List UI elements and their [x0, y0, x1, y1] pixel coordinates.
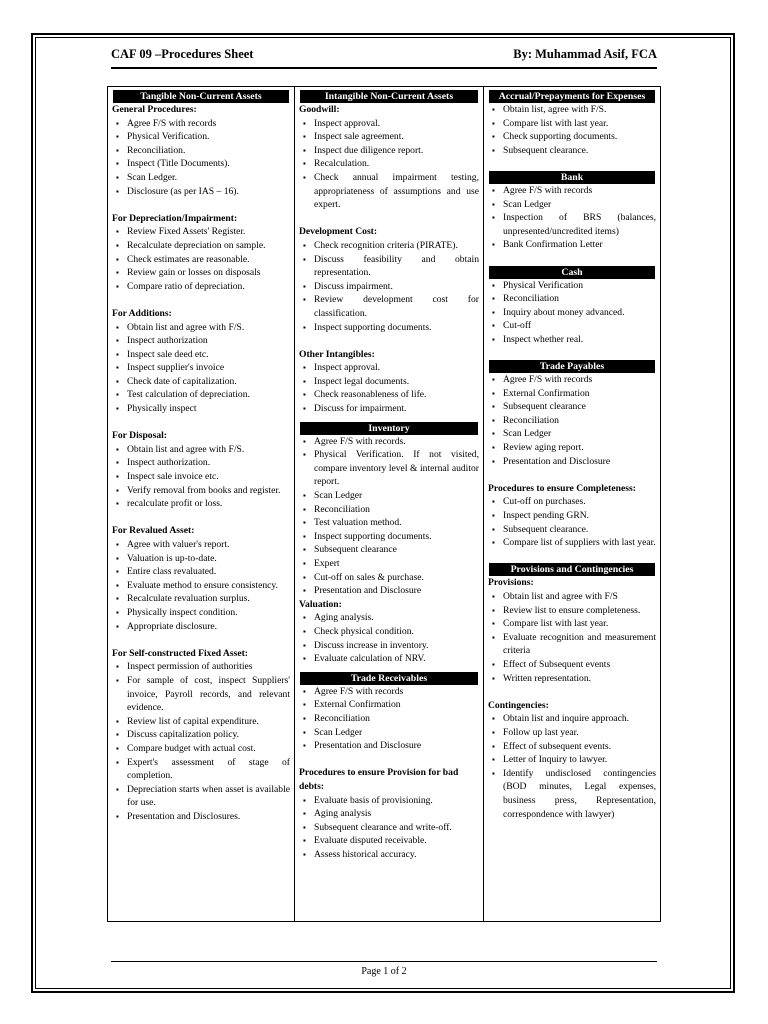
list-item: ▪ recalculate profit or loss. [127, 497, 290, 511]
bank-list [488, 184, 656, 252]
list-item: ▪ Inquiry about money advanced. [503, 306, 656, 320]
section-heading: For Additions: [112, 307, 172, 319]
provisions-list [488, 590, 656, 685]
list-item: ▪ Inspect sale deed etc. [127, 348, 290, 362]
page-number: Page 1 of 2 [361, 966, 407, 977]
list-item: ▪ Inspect (Title Documents). [127, 157, 290, 171]
list-item: ▪ Compare list with last year. [503, 117, 656, 131]
section-heading: For Self-constructed Fixed Asset: [112, 647, 248, 659]
list-item: ▪ Evaluate recognition and measurement criteria [503, 631, 656, 658]
list-item: ▪ Check estimates are reasonable. [127, 253, 290, 267]
list-item: ▪ Inspection of BRS (balances, unpresented/uncredited items) [503, 211, 656, 238]
list-item: ▪ Valuation is up-to-date. [127, 552, 290, 566]
footer-divider [111, 961, 657, 962]
list-item: ▪ Scan Ledger [503, 198, 656, 212]
list-item: ▪ Review development cost for classification. [314, 293, 479, 320]
list-item: ▪ Presentation and Disclosures. [127, 810, 290, 824]
list-item: ▪ Reconciliation [314, 712, 479, 726]
list-item: ▪ Inspect sale invoice etc. [127, 470, 290, 484]
list-item: ▪ Inspect pending GRN. [503, 509, 656, 523]
list-item: ▪ Evaluate basis of provisioning. [314, 794, 479, 808]
list-item: ▪ Entire class revaluated. [127, 565, 290, 579]
header-divider [111, 67, 657, 69]
list-item: ▪ Aging analysis [314, 807, 479, 821]
receivables-list [299, 685, 479, 753]
list-item: ▪ Aging analysis. [314, 611, 479, 625]
list-item: ▪ Evaluate disputed receivable. [314, 834, 479, 848]
list-item: ▪ External Confirmation [503, 387, 656, 401]
list-item: ▪ Subsequent clearance. [503, 523, 656, 537]
list-item: ▪ Compare ratio of depreciation. [127, 280, 290, 294]
list-item: ▪ Obtain list, agree with F/S. [503, 103, 656, 117]
procedure-list [112, 321, 290, 416]
list-item: ▪ Letter of Inquiry to lawyer. [503, 753, 656, 767]
list-item: ▪ Scan Ledger [314, 726, 479, 740]
list-item: ▪ Identify undisclosed contingencies (BOD minutes, Legal expenses, business press, Representation, correspondence with lawyer) [503, 767, 656, 821]
column-tangible-assets [108, 87, 295, 921]
list-item: ▪ Obtain list and inquire approach. [503, 712, 656, 726]
section-title-intangible: Intangible Non-Current Assets [300, 90, 478, 103]
section-title-inventory: Inventory [300, 422, 478, 435]
list-item: ▪ Presentation and Disclosure [314, 584, 479, 598]
list-item: ▪ For sample of cost, inspect Suppliers' invoice, Payroll records, and relevant evidence. [127, 674, 290, 715]
list-item: ▪ Review aging report. [503, 441, 656, 455]
section-title-receivables: Trade Receivables [300, 672, 478, 685]
section-heading: For Depreciation/Impairment: [112, 212, 238, 224]
procedure-list [112, 225, 290, 293]
valuation-list [299, 611, 479, 665]
list-item: ▪ Follow up last year. [503, 726, 656, 740]
list-item: ▪ Compare budget with actual cost. [127, 742, 290, 756]
section-title-accrual: Accrual/Prepayments for Expenses [489, 90, 655, 103]
list-item: ▪ Agree F/S with records. [314, 435, 479, 449]
section-heading: For Disposal: [112, 430, 167, 442]
section-heading: General Procedures: [112, 104, 197, 115]
list-item: ▪ Presentation and Disclosure [503, 455, 656, 469]
procedure-list [299, 361, 479, 415]
section-title-provisions: Provisions and Contingencies [489, 563, 655, 576]
list-item: ▪ Compare list of suppliers with last year. [503, 536, 656, 550]
list-item: ▪ Inspect permission of authorities [127, 660, 290, 674]
section-title-cash: Cash [489, 266, 655, 279]
list-item: ▪ Inspect approval. [314, 117, 479, 131]
list-item: ▪ Written representation. [503, 672, 656, 686]
valuation-heading: Valuation: [299, 598, 342, 610]
section-heading: Goodwill: [299, 104, 340, 115]
section-title-tangible: Tangible Non-Current Assets [113, 90, 289, 103]
list-item: ▪ Physically inspect [127, 402, 290, 416]
completeness-list [488, 495, 656, 549]
list-item: ▪ Physically inspect condition. [127, 606, 290, 620]
list-item: ▪ Cut-off [503, 319, 656, 333]
list-item: ▪ Discuss for impairment. [314, 402, 479, 416]
completeness-heading: Procedures to ensure Completeness: [488, 482, 636, 494]
cash-list [488, 279, 656, 347]
list-item: ▪ Reconciliation [503, 414, 656, 428]
list-item: ▪ Scan Ledger [503, 427, 656, 441]
list-item: ▪ Subsequent clearance [503, 400, 656, 414]
list-item: ▪ Verify removal from books and register. [127, 484, 290, 498]
list-item: ▪ Discuss impairment. [314, 280, 479, 294]
list-item: ▪ Inspect authorization. [127, 456, 290, 470]
page-header [111, 45, 657, 65]
list-item: ▪ Expert's assessment of stage of completion. [127, 756, 290, 783]
list-item: ▪ Recalculation. [314, 157, 479, 171]
list-item: ▪ Check supporting documents. [503, 130, 656, 144]
procedure-list [299, 117, 479, 212]
section-title-payables: Trade Payables [489, 360, 655, 373]
list-item: ▪ Subsequent clearance [314, 543, 479, 557]
section-heading: Development Cost: [299, 226, 378, 238]
column-intangible-inventory [295, 87, 484, 921]
list-item: ▪ Check date of capitalization. [127, 375, 290, 389]
tangible-sections [112, 103, 290, 823]
list-item: ▪ Inspect whether real. [503, 333, 656, 347]
list-item: ▪ Discuss capitalization policy. [127, 728, 290, 742]
list-item: ▪ Disclosure (as per IAS – 16). [127, 185, 290, 199]
payables-list [488, 373, 656, 468]
list-item: ▪ Recalculate depreciation on sample. [127, 239, 290, 253]
list-item: ▪ Presentation and Disclosure [314, 739, 479, 753]
list-item: ▪ Reconciliation [503, 292, 656, 306]
list-item: ▪ Agree F/S with records [127, 117, 290, 131]
procedure-list [112, 117, 290, 199]
list-item: ▪ Cut-off on purchases. [503, 495, 656, 509]
list-item: ▪ Discuss increase in inventory. [314, 639, 479, 653]
baddebts-list [299, 794, 479, 862]
column-other-items [484, 87, 660, 921]
intangible-sections [299, 103, 479, 416]
list-item: ▪ Test calculation of depreciation. [127, 388, 290, 402]
accrual-list [488, 103, 656, 157]
list-item: ▪ Recalculate revaluation surplus. [127, 592, 290, 606]
section-heading: Other Intangibles: [299, 348, 375, 360]
list-item: ▪ Scan Ledger [314, 489, 479, 503]
list-item: ▪ Review list to ensure completeness. [503, 604, 656, 618]
procedure-list [112, 538, 290, 633]
list-item: ▪ Subsequent clearance and write-off. [314, 821, 479, 835]
list-item: ▪ Inspect legal documents. [314, 375, 479, 389]
list-item: ▪ Check recognition criteria (PIRATE). [314, 239, 479, 253]
list-item: ▪ Physical Verification. [127, 130, 290, 144]
inventory-list [299, 435, 479, 598]
list-item: ▪ Depreciation starts when asset is available for use. [127, 783, 290, 810]
list-item: ▪ Cut-off on sales & purchase. [314, 571, 479, 585]
list-item: ▪ Agree F/S with records [503, 184, 656, 198]
contingencies-heading: Contingencies: [488, 699, 549, 711]
list-item: ▪ Expert [314, 557, 479, 571]
procedure-list [299, 239, 479, 334]
list-item: ▪ Inspect sale agreement. [314, 130, 479, 144]
list-item: ▪ Effect of subsequent events. [503, 740, 656, 754]
list-item: ▪ Compare list with last year. [503, 617, 656, 631]
list-item: ▪ Reconciliation [314, 503, 479, 517]
section-title-bank: Bank [489, 171, 655, 184]
list-item: ▪ Evaluate method to ensure consistency. [127, 579, 290, 593]
list-item: ▪ Inspect supporting documents. [314, 321, 479, 335]
list-item: ▪ Discuss feasibility and obtain representation. [314, 253, 479, 280]
list-item: ▪ Test valuation method. [314, 516, 479, 530]
list-item: ▪ Review Fixed Assets' Register. [127, 225, 290, 239]
list-item: ▪ External Confirmation [314, 698, 479, 712]
list-item: ▪ Obtain list and agree with F/S [503, 590, 656, 604]
list-item: ▪ Effect of Subsequent events [503, 658, 656, 672]
list-item: ▪ Reconciliation. [127, 144, 290, 158]
list-item: ▪ Inspect due diligence report. [314, 144, 479, 158]
list-item: ▪ Agree F/S with records [503, 373, 656, 387]
procedures-table [107, 86, 661, 922]
list-item: ▪ Inspect authorization [127, 334, 290, 348]
list-item: ▪ Check reasonableness of life. [314, 388, 479, 402]
list-item: ▪ Obtain list and agree with F/S. [127, 443, 290, 457]
list-item: ▪ Physical Verification [503, 279, 656, 293]
list-item: ▪ Bank Confirmation Letter [503, 238, 656, 252]
list-item: ▪ Assess historical accuracy. [314, 848, 479, 862]
contingencies-list [488, 712, 656, 821]
list-item: ▪ Scan Ledger. [127, 171, 290, 185]
list-item: ▪ Check annual impairment testing, appropriateness of assumptions and use expert. [314, 171, 479, 212]
list-item: ▪ Inspect approval. [314, 361, 479, 375]
list-item: ▪ Evaluate calculation of NRV. [314, 652, 479, 666]
list-item: ▪ Inspect supplier's invoice [127, 361, 290, 375]
list-item: ▪ Review gain or losses on disposals [127, 266, 290, 280]
procedure-list [112, 443, 290, 511]
list-item: ▪ Appropriate disclosure. [127, 620, 290, 634]
list-item: ▪ Subsequent clearance. [503, 144, 656, 158]
list-item: ▪ Inspect supporting documents. [314, 530, 479, 544]
list-item: ▪ Agree F/S with records [314, 685, 479, 699]
author-name: By: Muhammad Asif, FCA [513, 47, 657, 61]
list-item: ▪ Check physical condition. [314, 625, 479, 639]
list-item: ▪ Review list of capital expenditure. [127, 715, 290, 729]
provisions-heading: Provisions: [488, 577, 534, 589]
list-item: ▪ Agree with valuer's report. [127, 538, 290, 552]
list-item: ▪ Obtain list and agree with F/S. [127, 321, 290, 335]
section-heading: For Revalued Asset: [112, 525, 195, 537]
procedure-list [112, 660, 290, 823]
list-item: ▪ Physical Verification. If not visited, compare inventory level & internal auditor report. [314, 448, 479, 489]
document-title: CAF 09 –Procedures Sheet [111, 47, 254, 61]
baddebts-heading: Procedures to ensure Provision for bad debts: [299, 767, 459, 792]
